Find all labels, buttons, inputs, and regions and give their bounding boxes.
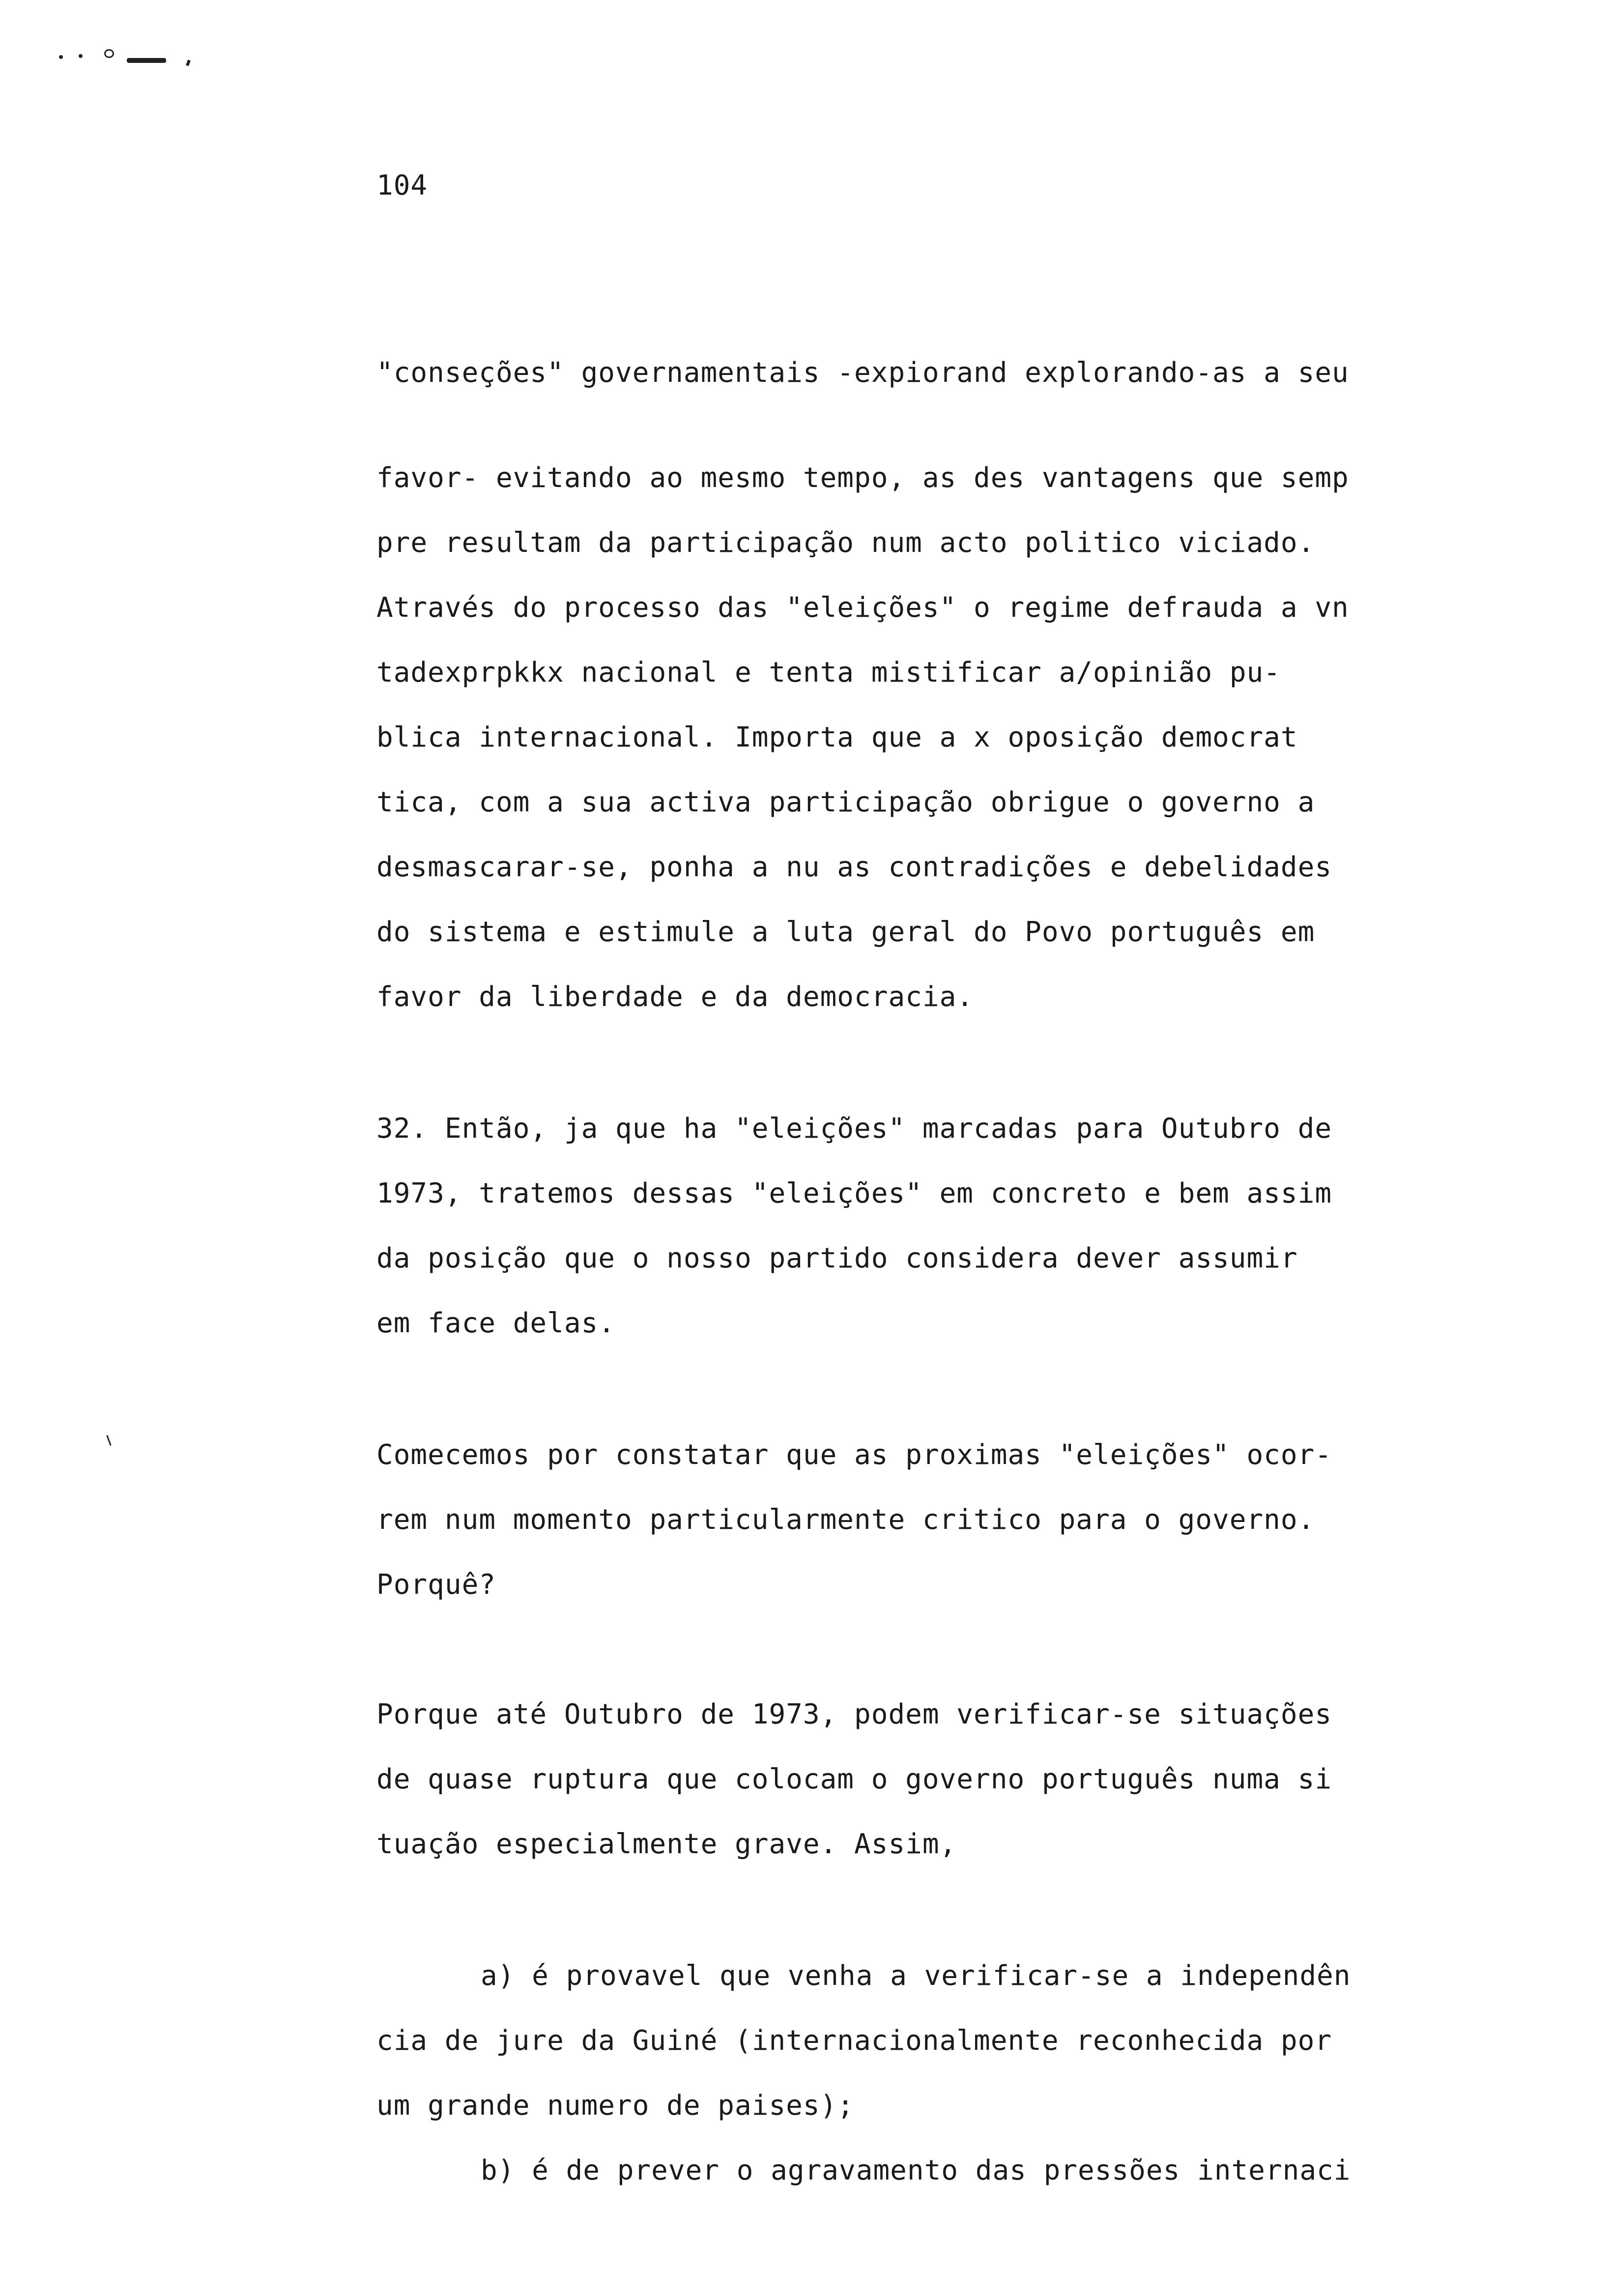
text-line: blica internacional. Importa que a x oposição democrat <box>376 721 1298 753</box>
text-line: do sistema e estimule a luta geral do Povo português em <box>376 916 1315 948</box>
scan-speck <box>59 55 63 59</box>
scan-speck <box>79 54 83 58</box>
text-line: tica, com a sua activa participação obrigue o governo a <box>376 786 1315 818</box>
text-line: b) é de prever o agravamento das pressões internaci <box>481 2154 1351 2186</box>
list-item-a <box>376 1960 1351 2154</box>
text-line: 32. Então, ja que ha "eleições" marcadas para Outubro de <box>376 1113 1332 1145</box>
text-line: rem num momento particularmente critico para o governo. <box>376 1504 1315 1536</box>
text-line: Comecemos por constatar que as proximas "eleições" ocor- <box>376 1439 1332 1471</box>
text-line: Porque até Outubro de 1973, podem verificar-se situações <box>376 1698 1332 1730</box>
text-line: em face delas. <box>376 1307 616 1339</box>
text-line: tuação especialmente grave. Assim, <box>376 1828 957 1860</box>
paragraph-near-rupture <box>376 1698 1332 1893</box>
scan-speck <box>127 58 166 63</box>
text-line: a) é provavel que venha a verificar-se a independên <box>481 1960 1351 1992</box>
text-line: da posição que o nosso partido considera dever assumir <box>376 1242 1298 1274</box>
text-line: favor da liberdade e da democracia. <box>376 981 974 1013</box>
text-line: de quase ruptura que colocam o governo português numa si <box>376 1763 1332 1795</box>
text-line: 1973, tratemos dessas "eleições" em concreto e bem assim <box>376 1177 1332 1209</box>
paragraph-continuation <box>376 357 1349 422</box>
text-line: cia de jure da Guiné (internacionalmente reconhecida por <box>376 2025 1332 2057</box>
text-line: pre resultam da participação num acto politico viciado. <box>376 527 1315 559</box>
text-line: Através do processo das "eleições" o regime defrauda a vn <box>376 592 1349 624</box>
list-item-b <box>376 2154 1351 2219</box>
scan-speck <box>104 49 114 58</box>
scan-speck <box>186 59 191 66</box>
paragraph-critical-moment <box>376 1439 1332 1634</box>
text-line: "conseções" governamentais -expiorand explorando-as a seu <box>376 357 1349 389</box>
text-line: Porquê? <box>376 1569 496 1601</box>
page-number: 104 <box>376 170 428 201</box>
text-line: favor- evitando ao mesmo tempo, as des vantagens que semp <box>376 462 1349 494</box>
text-line: desmascarar-se, ponha a nu as contradições e debelidades <box>376 851 1332 883</box>
scan-speck <box>106 1435 111 1446</box>
paragraph-32 <box>376 1113 1332 1372</box>
text-line: tadexprpkkx nacional e tenta mistificar a/opinião pu- <box>376 657 1281 689</box>
text-line: um grande numero de paises); <box>376 2090 855 2122</box>
paragraph-electoral-fraud <box>376 462 1349 1046</box>
